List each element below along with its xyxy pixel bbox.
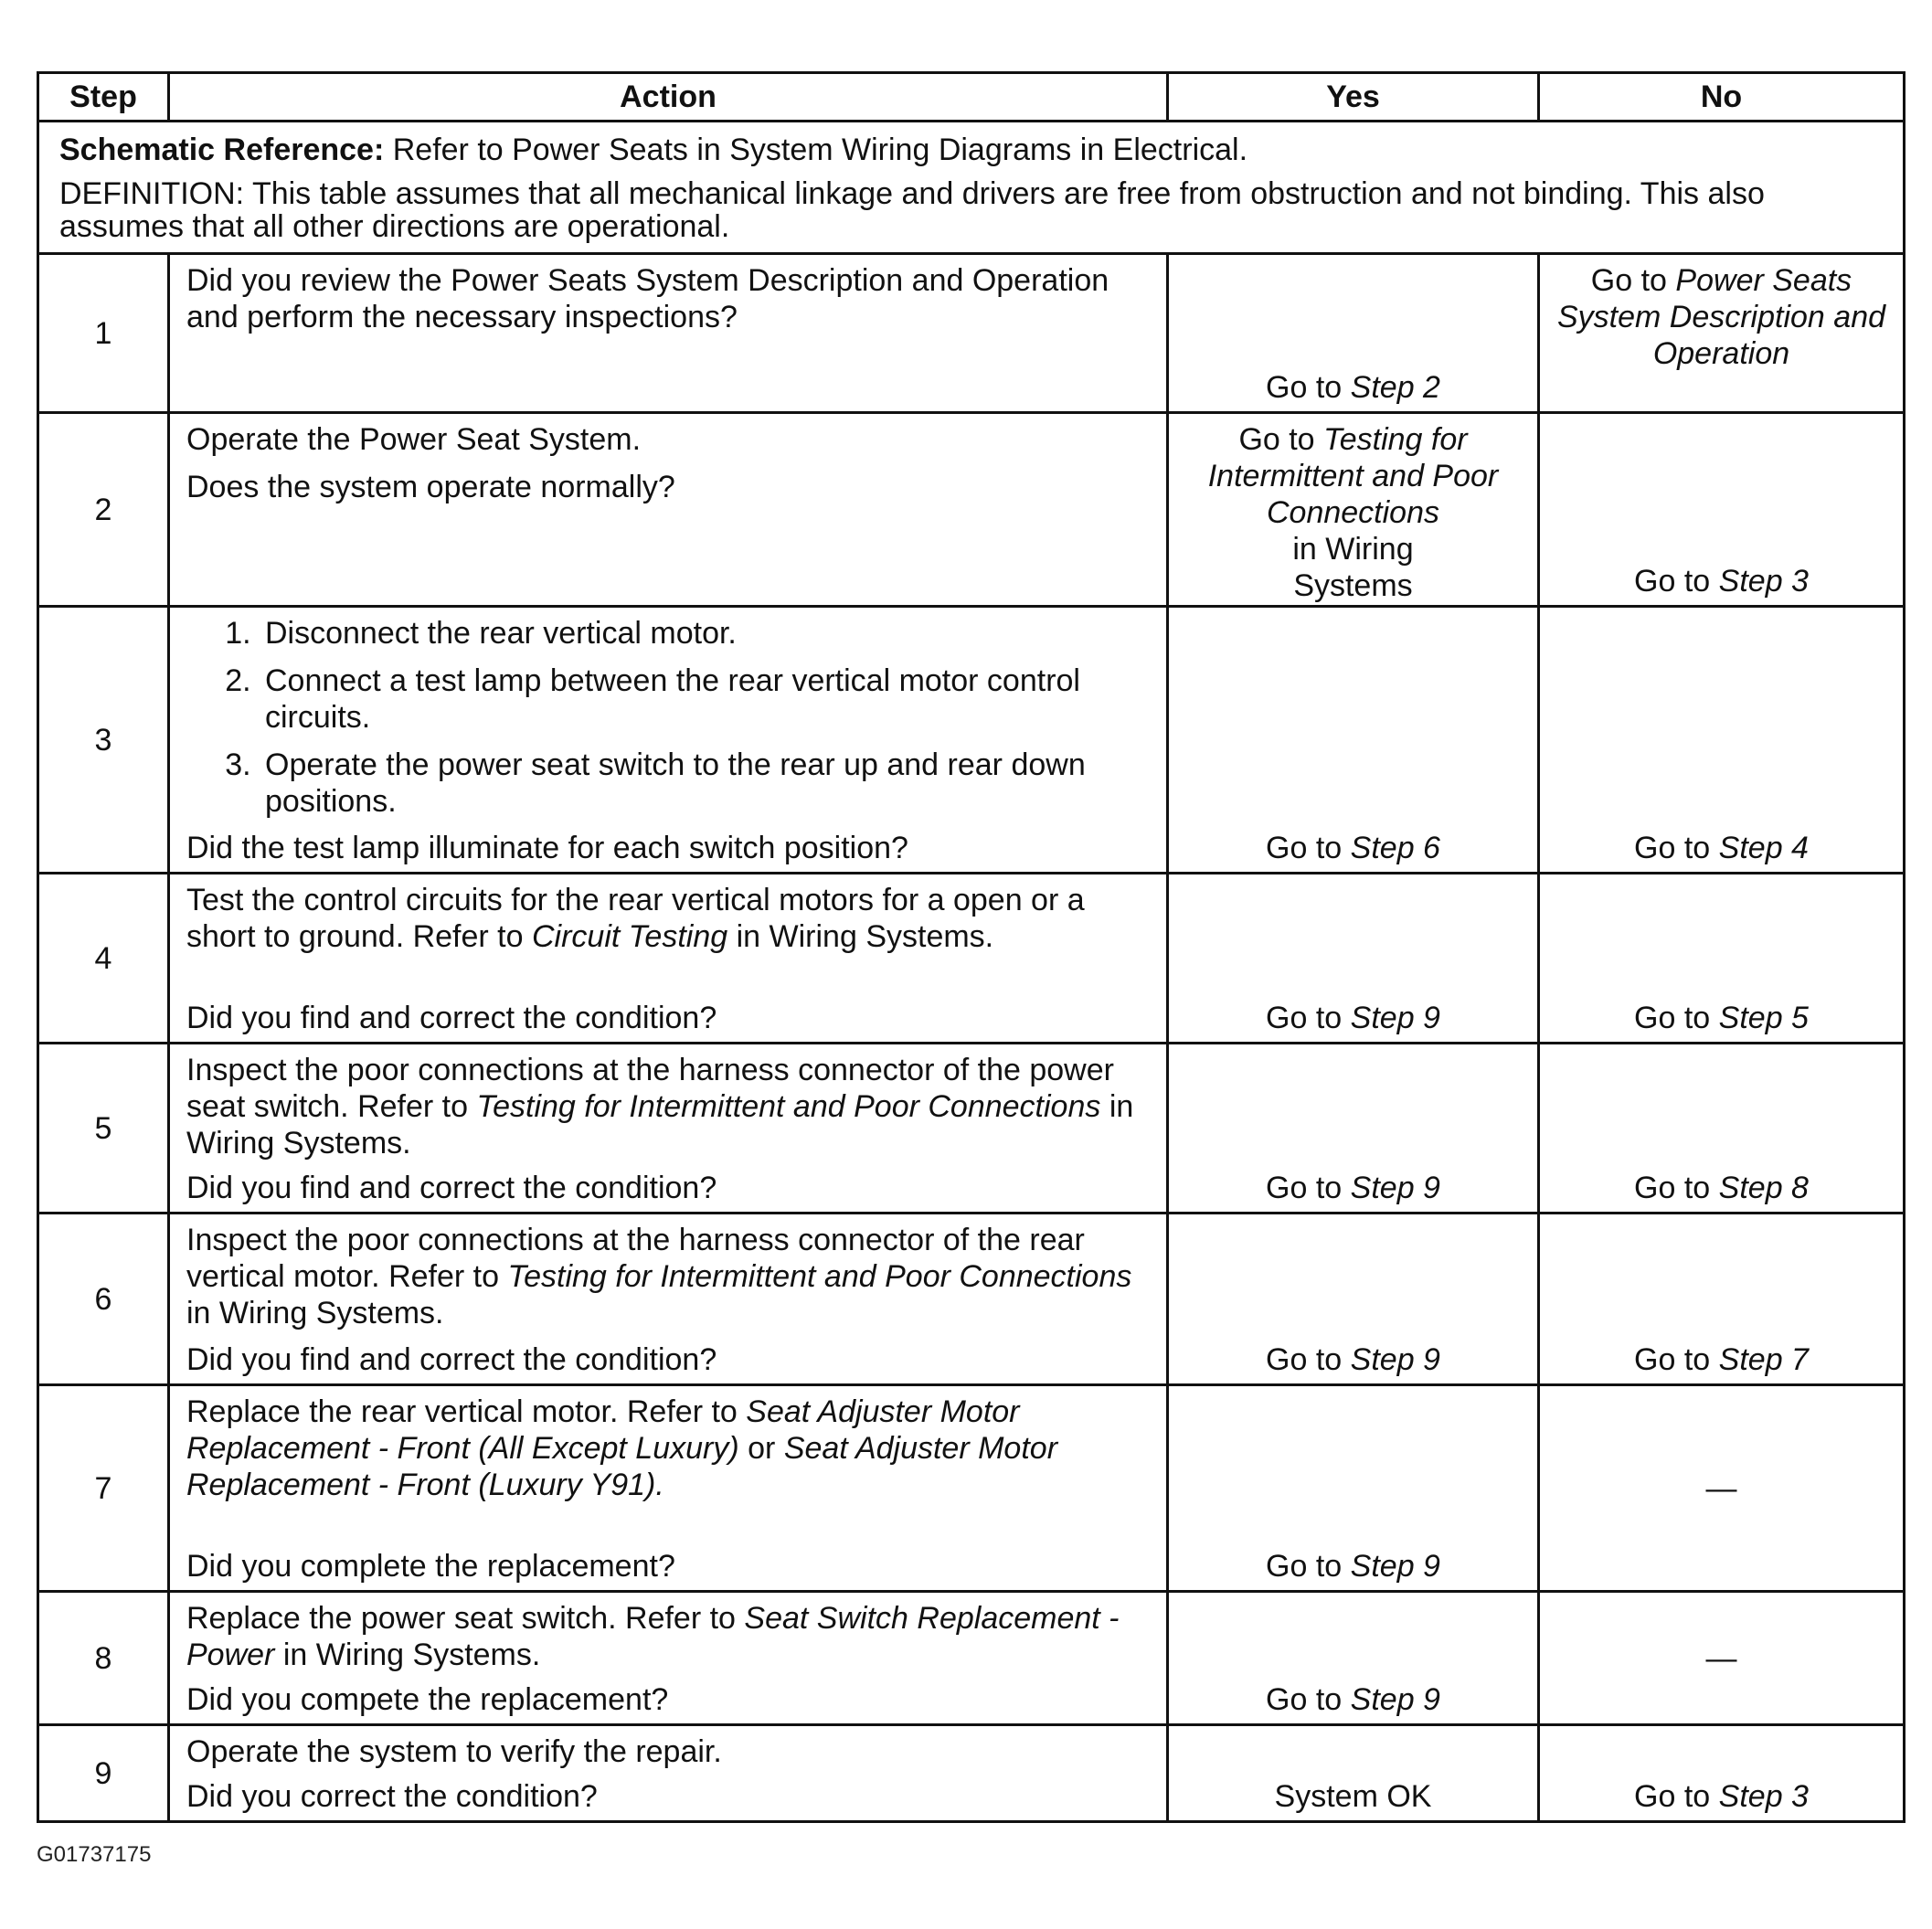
no-result: —: [1705, 1470, 1737, 1506]
yes-cell: [1168, 413, 1539, 607]
action-question: Did you complete the replacement?: [186, 1549, 675, 1584]
table-row: [38, 1725, 1905, 1822]
header-row: [38, 73, 1905, 122]
no-cell: [1539, 874, 1905, 1044]
table-row: [38, 1214, 1905, 1385]
action-question: Did you correct the condition?: [186, 1779, 598, 1814]
yes-result: Go to Step 9: [1266, 1171, 1440, 1205]
action-text: Test the control circuits for the rear vertical motors for a open or a short to ground. Refer to Circuit Testing in Wiring Systems.: [186, 883, 1085, 954]
yes-result: System OK: [1274, 1779, 1432, 1814]
no-cell: [1539, 254, 1905, 413]
schematic-reference-row: [38, 122, 1905, 254]
action-cell: [169, 874, 1168, 1044]
yes-cell: [1168, 1385, 1539, 1592]
action-question: Did you find and correct the condition?: [186, 1342, 717, 1377]
header-step: Step: [38, 73, 169, 122]
no-cell: [1539, 1592, 1905, 1725]
yes-result: Go to Step 9: [1266, 1001, 1440, 1035]
yes-result: Go to Step 9: [1266, 1682, 1440, 1717]
list-item: 3. Operate the power seat switch to the rear up and rear down positions.: [260, 747, 1153, 820]
action-reference: Seat Adjuster Motor Replacement - Front (All Except Luxury): [186, 1394, 1020, 1466]
yes-result: Go to Step 9: [1266, 1549, 1440, 1584]
definition-text: DEFINITION: This table assumes that all mechanical linkage and drivers are free from obstruction and not binding. This also assumes that all other directions are operational.: [59, 176, 1765, 244]
step-number: 3: [38, 607, 169, 874]
action-text: Inspect the poor connections at the harness connector of the power seat switch. Refer to Testing for Intermittent and Poor Connections in Wiring Systems.: [186, 1053, 1134, 1161]
action-question: Did you find and correct the condition?: [186, 1001, 717, 1035]
schematic-reference-cell: [38, 122, 1905, 254]
no-result: —: [1705, 1640, 1737, 1676]
action-cell: [169, 607, 1168, 874]
action-cell: [169, 1725, 1168, 1822]
yes-cell: [1168, 254, 1539, 413]
table-row: [38, 874, 1905, 1044]
action-reference: Testing for Intermittent and Poor Connections: [476, 1089, 1101, 1124]
list-item: 1. Disconnect the rear vertical motor.: [260, 615, 1153, 652]
diagnostic-table: [37, 71, 1905, 1823]
action-reference: Testing for Intermittent and Poor Connections: [507, 1259, 1132, 1294]
action-cell: [169, 254, 1168, 413]
table-row: [38, 1044, 1905, 1214]
action-question: Does the system operate normally?: [186, 470, 675, 504]
table-row: [38, 413, 1905, 607]
schematic-reference-label: Schematic Reference:: [59, 132, 385, 167]
action-question: Did you find and correct the condition?: [186, 1171, 717, 1205]
action-cell: [169, 413, 1168, 607]
table-row: [38, 1592, 1905, 1725]
yes-result: Go to Step 9: [1266, 1342, 1440, 1377]
no-cell: [1539, 1214, 1905, 1385]
no-cell: [1539, 607, 1905, 874]
action-text: Inspect the poor connections at the harness connector of the rear vertical motor. Refer to Testing for Intermittent and Poor Connections in Wiring Systems.: [186, 1223, 1132, 1330]
procedure-list: [186, 615, 1153, 820]
header-yes: Yes: [1168, 73, 1539, 122]
yes-cell: [1168, 874, 1539, 1044]
step-number: 5: [38, 1044, 169, 1214]
action-cell: [169, 1214, 1168, 1385]
header-no: No: [1539, 73, 1905, 122]
no-cell: [1539, 1044, 1905, 1214]
action-text: Replace the power seat switch. Refer to Seat Switch Replacement - Power in Wiring Systems.: [186, 1601, 1120, 1672]
action-reference: Circuit Testing: [532, 919, 728, 954]
yes-cell: [1168, 1044, 1539, 1214]
step-number: 8: [38, 1592, 169, 1725]
yes-cell: [1168, 1214, 1539, 1385]
action-cell: [169, 1592, 1168, 1725]
no-result: Go to Step 7: [1634, 1342, 1809, 1377]
no-result: Go to Step 5: [1634, 1001, 1809, 1035]
no-result: Go to Step 4: [1634, 831, 1809, 865]
yes-result: Go to Step 6: [1266, 831, 1440, 865]
table-row: [38, 1385, 1905, 1592]
step-number: 6: [38, 1214, 169, 1385]
yes-cell: [1168, 1725, 1539, 1822]
table-row: [38, 254, 1905, 413]
list-item: 2. Connect a test lamp between the rear vertical motor control circuits.: [260, 662, 1153, 736]
no-result: Go to Step 3: [1634, 564, 1809, 599]
no-cell: [1539, 1385, 1905, 1592]
no-result: Go to Step 8: [1634, 1171, 1809, 1205]
action-text: Did you review the Power Seats System Description and Operation and perform the necessary inspections?: [186, 263, 1109, 334]
figure-id: G01737175: [37, 1842, 152, 1867]
step-number: 9: [38, 1725, 169, 1822]
action-cell: [169, 1385, 1168, 1592]
no-result: Go to Step 3: [1634, 1779, 1809, 1814]
yes-cell: [1168, 607, 1539, 874]
no-cell: [1539, 413, 1905, 607]
yes-result: Go to Step 2: [1266, 370, 1440, 405]
yes-result: Go to Testing for Intermittent and Poor Connections in Wiring Systems: [1207, 422, 1499, 603]
step-number: 2: [38, 413, 169, 607]
action-cell: [169, 1044, 1168, 1214]
action-text: Operate the system to verify the repair.: [186, 1734, 722, 1769]
action-text: Operate the Power Seat System.: [186, 422, 642, 457]
schematic-reference: [59, 132, 1883, 168]
action-text: Replace the rear vertical motor. Refer to Seat Adjuster Motor Replacement - Front (All Except Luxury) or Seat Adjuster Motor Replacement - Front (Luxury Y91).: [186, 1394, 1058, 1502]
table-row: [38, 607, 1905, 874]
no-result: Go to Power Seats System Description and Operation: [1556, 263, 1886, 371]
no-cell: [1539, 1725, 1905, 1822]
step-number: 1: [38, 254, 169, 413]
header-action: Action: [169, 73, 1168, 122]
schematic-reference-text: Refer to Power Seats in System Wiring Diagrams in Electrical.: [392, 132, 1248, 167]
action-reference: Seat Switch Replacement - Power: [186, 1601, 1120, 1672]
step-number: 7: [38, 1385, 169, 1592]
action-reference: Seat Adjuster Motor Replacement - Front (Luxury Y91).: [186, 1431, 1058, 1502]
action-question: Did the test lamp illuminate for each switch position?: [186, 831, 908, 865]
step-number: 4: [38, 874, 169, 1044]
action-question: Did you compete the replacement?: [186, 1682, 669, 1717]
yes-cell: [1168, 1592, 1539, 1725]
